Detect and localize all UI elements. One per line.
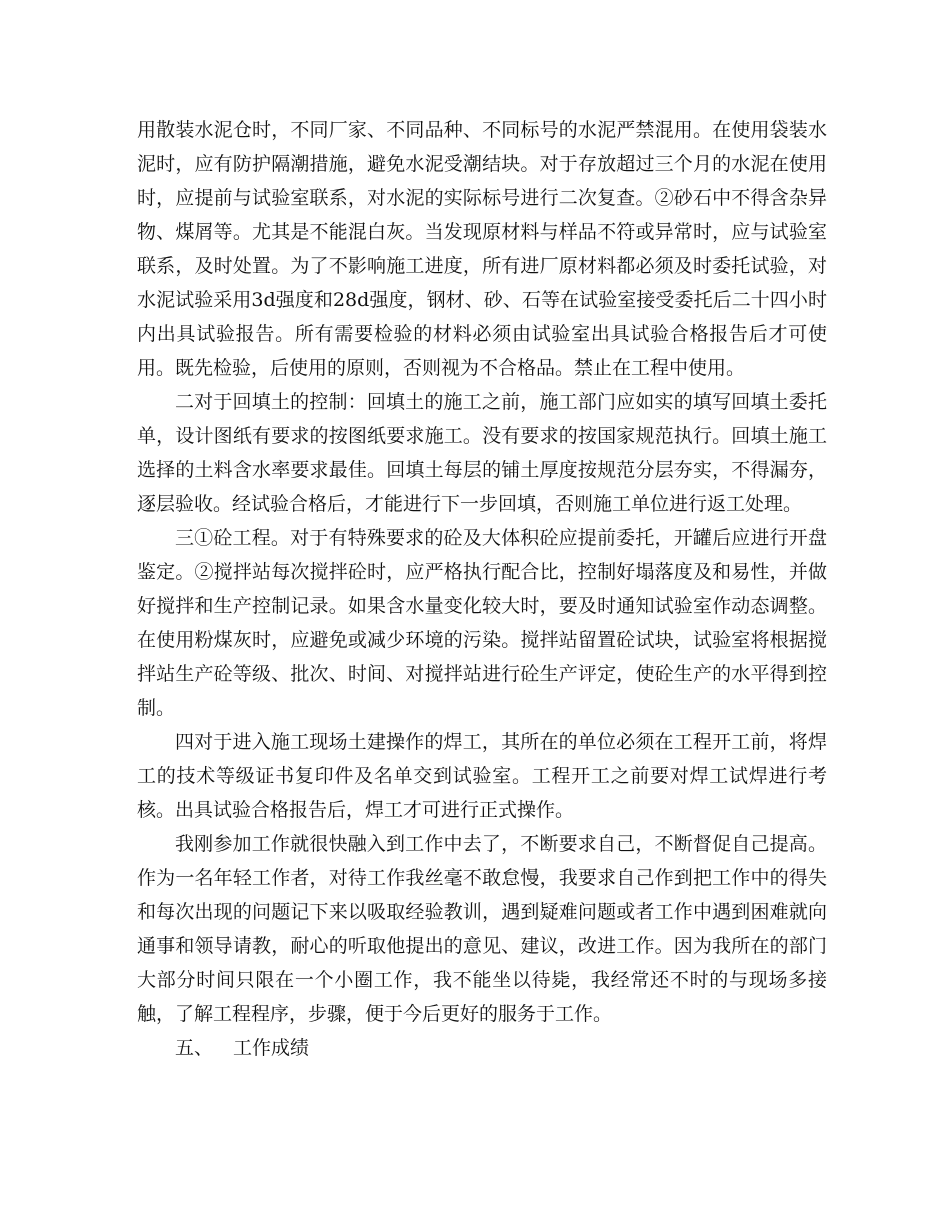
paragraph-materials-continued: 用散装水泥仓时，不同厂家、不同品种、不同标号的水泥严禁混用。在使用袋装水泥时，应有防护隔潮措施，避免水泥受潮结块。对于存放超过三个月的水泥在使用时，应提前与试验室联系，对水泥的实际标号进行二次复查。②砂石中不得含杂异物、煤屑等。尤其是不能混白灰。当发现原材料与样品不符或异常时，应与试验室联系，及时处置。为了不影响施工进度，所有进厂原材料都必须及时委托试验，对水泥试验采用3d强度和28d强度，钢材、砂、石等在试验室接受委托后二十四小时内出具试验报告。所有需要检验的材料必须由试验室出具试验合格报告后才可使用。既先检验，后使用的原则，否则视为不合格品。禁止在工程中使用。 <box>137 119 827 379</box>
document-body <box>137 113 827 1065</box>
paragraph-welders: 四对于进入施工现场土建操作的焊工，其所在的单位必须在工程开工前，将焊工的技术等级证书复印件及名单交到试验室。工程开工之前要对焊工试焊进行考核。出具试验合格报告后，焊工才可进行正式操作。 <box>137 731 827 821</box>
section-heading-number: 五、 <box>175 1037 214 1059</box>
paragraph-concrete-works: 三①砼工程。对于有特殊要求的砼及大体积砼应提前委托，开罐后应进行开盘鉴定。②搅拌站每次搅拌砼时，应严格执行配合比，控制好塌落度及和易性，并做好搅拌和生产控制记录。如果含水量变化较大时，要及时通知试验室作动态调整。在使用粉煤灰时，应避免或减少环境的污染。搅拌站留置砼试块，试验室将根据搅拌站生产砼等级、批次、时间、对搅拌站进行砼生产评定，使砼生产的水平得到控制。 <box>137 527 827 719</box>
paragraph-personal-reflection: 我刚参加工作就很快融入到工作中去了，不断要求自己，不断督促自己提高。作为一名年轻工作者，对待工作我丝毫不敢怠慢，我要求自己作到把工作中的得失和每次出现的问题记下来以吸取经验教训，遇到疑难问题或者工作中遇到困难就向通事和领导请教，耐心的听取他提出的意见、建议，改进工作。因为我所在的部门大部分时间只限在一个小圈工作，我不能坐以待毙，我经常还不时的与现场多接触，了解工程程序，步骤，便于今后更好的服务于工作。 <box>137 833 827 1025</box>
section-heading <box>137 1031 827 1065</box>
section-heading-title: 工作成绩 <box>233 1037 310 1059</box>
paragraph-backfill-control: 二对于回填土的控制：回填土的施工之前，施工部门应如实的填写回填土委托单，设计图纸有要求的按图纸要求施工。没有要求的按国家规范执行。回填土施工选择的土料含水率要求最佳。回填土每层的铺土厚度按规范分层夯实，不得漏夯，逐层验收。经试验合格后，才能进行下一步回填，否则施工单位进行返工处理。 <box>137 391 827 515</box>
